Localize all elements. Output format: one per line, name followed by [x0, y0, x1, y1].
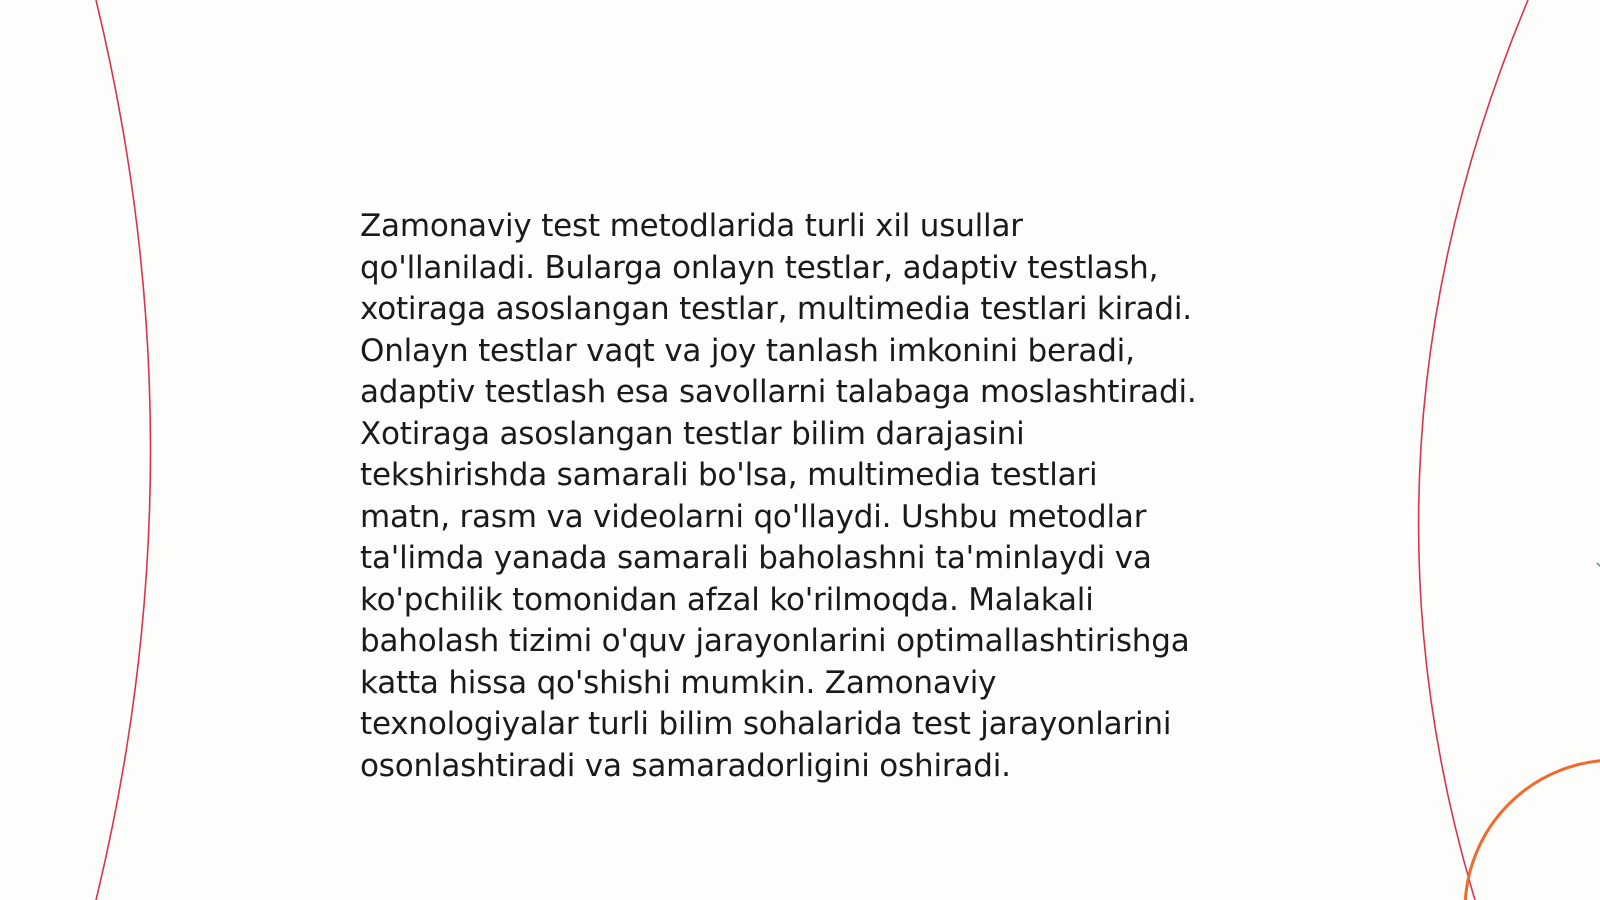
left-curve	[96, 0, 151, 900]
right-curve	[1419, 0, 1528, 900]
body-paragraph: Zamonaviy test metodlarida turli xil usullar qo'llaniladi. Bularga onlayn testlar, adaptiv testlash, xotiraga asoslangan testlar, multimedia testlari kiradi. Onlayn testlar vaqt va joy tanlash imkonini beradi, adaptiv testlash esa savollarni talabaga moslashtiradi. Xotiraga asoslangan testlar bilim darajasini tekshirishda samarali bo'lsa, multimedia testlari matn, rasm va videolarni qo'llaydi. Ushbu metodlar ta'limda yanada samarali baholashni ta'minlaydi va ko'pchilik tomonidan afzal ko'rilmoqda. Malakali baholash tizimi o'quv jarayonlarini optimallashtirishga katta hissa qo'shishi mumkin. Zamonaviy texnologiyalar turli bilim sohalarida test jarayonlarini osonlashtiradi va samaradorligini oshiradi.	[360, 208, 1197, 784]
accent-circle	[1465, 760, 1600, 900]
